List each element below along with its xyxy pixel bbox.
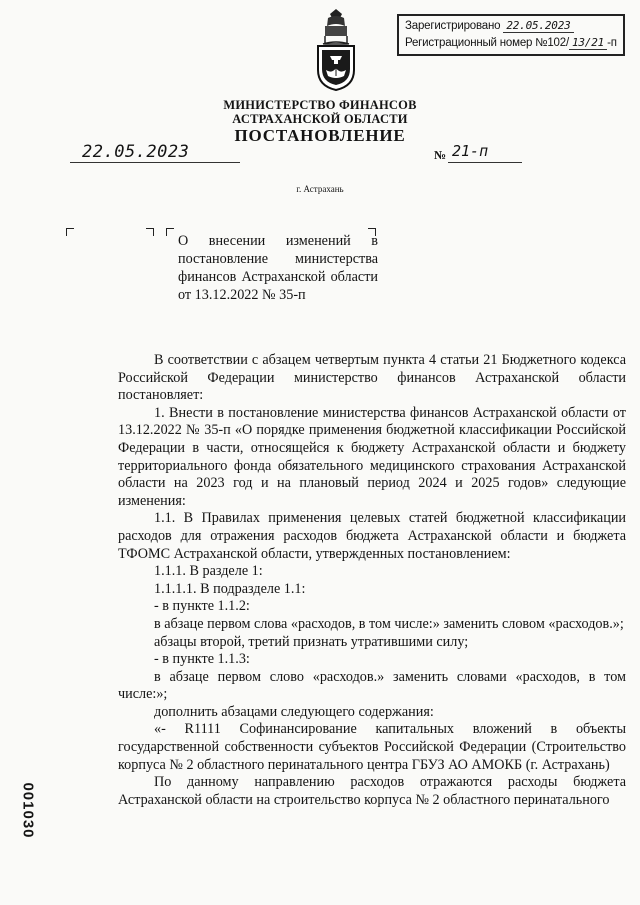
paragraph: дополнить абзацами следующего содержания: bbox=[154, 703, 434, 720]
paragraph: в абзаце первом слова «расходов, в том числе:» заменить словом «расходов.»; bbox=[154, 615, 624, 632]
paragraph: в абзаце первом слово «расходов.» заменить словами «расходов, в том числе:»; bbox=[118, 668, 626, 703]
number-mark: № bbox=[434, 148, 447, 162]
serial-text: 001030 bbox=[19, 782, 37, 839]
regnum-suffix: -п bbox=[607, 37, 617, 49]
ministry-line1: МИНИСТЕРСТВО ФИНАНСОВ bbox=[223, 98, 417, 112]
ministry-line2: АСТРАХАНСКОЙ ОБЛАСТИ bbox=[232, 112, 408, 126]
doc-subject: О внесении изменений в постановление министерства финансов Астраханской области от 13.12.2022 № 35-п bbox=[178, 233, 378, 303]
doc-number: 21-п bbox=[452, 142, 489, 160]
registration-stamp bbox=[397, 14, 625, 56]
registered-label: Зарегистрировано bbox=[405, 20, 501, 32]
corner-mark bbox=[166, 228, 174, 236]
coat-of-arms-icon bbox=[312, 8, 360, 92]
paragraph: «- R1111 Софинансирование капитальных вложений в объекты государственной собственности субъектов Российской Федерации (Строительство корпуса № 2 областного перинатального центра ГБУЗ АО АМОКБ (г. Астрахань) bbox=[118, 721, 626, 773]
corner-mark bbox=[146, 228, 154, 236]
serial-number bbox=[19, 772, 50, 852]
ministry-name bbox=[0, 98, 640, 126]
regnum-value: 13/21 bbox=[569, 36, 607, 50]
paragraph: В соответствии с абзацем четвертым пункта 4 статьи 21 Бюджетного кодекса Российской Федерации министерство финансов Астраханской области постановляет: bbox=[118, 352, 626, 404]
paragraph: 1.1.1.1. В подразделе 1.1: bbox=[154, 580, 306, 597]
regnum-label: Регистрационный номер №102/ bbox=[405, 37, 569, 49]
doc-body bbox=[118, 352, 626, 809]
corner-mark bbox=[66, 228, 74, 236]
paragraph: - в пункте 1.1.3: bbox=[154, 651, 250, 668]
doc-date: 22.05.2023 bbox=[82, 142, 190, 162]
paragraph: 1.1.1. В разделе 1: bbox=[154, 563, 263, 580]
doc-date-field bbox=[70, 142, 240, 163]
paragraph: По данному направлению расходов отражаются расходы бюджета Астраханской области на строительство корпуса № 2 областного перинатального bbox=[118, 774, 626, 808]
paragraph: абзацы второй, третий признать утратившими силу; bbox=[154, 633, 469, 650]
paragraph: - в пункте 1.1.2: bbox=[154, 598, 250, 615]
doc-type-title: ПОСТАНОВЛЕНИЕ bbox=[234, 126, 406, 145]
registered-date: 22.05.2023 bbox=[503, 19, 573, 33]
paragraph: 1. Внести в постановление министерства финансов Астраханской области от 13.12.2022 № 35-п «О порядке применения бюджетной классификации Российской Федерации в части, относящейся к бюджету Астраханской области и бюджету территориального фонда обязательного медицинского страхования Астраханской области на 2023 год и на плановый период 2024 и 2025 годов» следующие изменения: bbox=[118, 404, 626, 509]
paragraph: 1.1. В Правилах применения целевых статей бюджетной классификации расходов для отражения расходов бюджета Астраханской области и бюджета ТФОМС Астраханской области, утвержденных постановлением: bbox=[118, 510, 626, 562]
city: г. Астрахань bbox=[296, 184, 344, 194]
doc-number-field bbox=[448, 142, 522, 163]
